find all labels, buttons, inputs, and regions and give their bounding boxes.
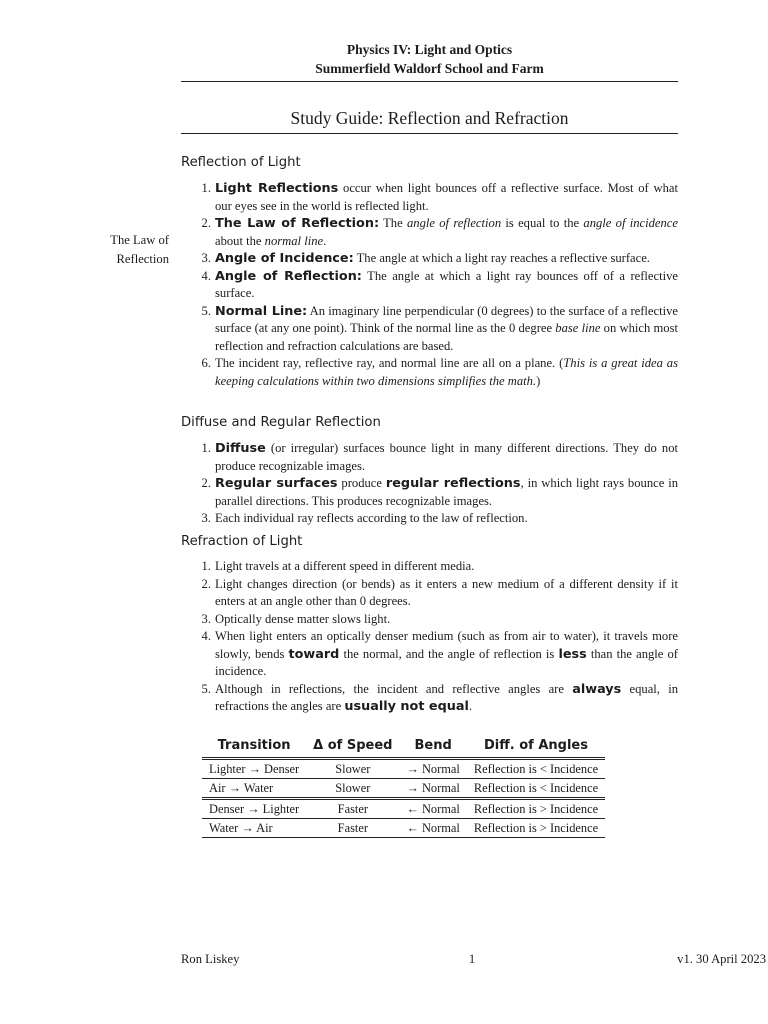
reflection-list: [181, 180, 678, 390]
school-name: Summerfield Waldorf School and Farm: [315, 61, 544, 76]
table-cell: Denser → Lighter: [202, 799, 306, 819]
column-header: Δ of Speed: [313, 738, 393, 753]
margin-note-line: The Law of: [110, 233, 169, 247]
refraction-list: [181, 558, 678, 716]
table-cell: Reflection is < Incidence: [467, 759, 605, 779]
list-item: 1. Light Reflections occur when light bounces off a reflective surface. Most of what our eyes see in the world is reflected light.: [181, 180, 678, 215]
list-item: 2. Light changes direction (or bends) as it enters a new medium of a different density if it enters at an angle other than 0 degrees.: [181, 576, 678, 611]
list-item: 3. Each individual ray reflects according to the law of reflection.: [181, 510, 678, 528]
item-number: 1.: [201, 441, 211, 455]
item-number: 4.: [201, 629, 211, 643]
column-header: Transition: [217, 738, 291, 753]
item-number: 1.: [201, 559, 211, 573]
table-row: [202, 799, 605, 819]
table-cell: Lighter → Denser: [202, 759, 306, 779]
list-item: 3. Optically dense matter slows light.: [181, 611, 678, 629]
table-cell: ← Normal: [406, 820, 460, 835]
table-cell: → Normal: [406, 780, 460, 795]
item-number: 2.: [201, 576, 211, 591]
item-number: 3.: [201, 611, 211, 626]
column-header: Diff. of Angles: [483, 738, 588, 753]
item-number: 6.: [201, 356, 211, 370]
table-cell: Slower: [335, 780, 371, 795]
list-item: 1. Diffuse (or irregular) surfaces bounce light in many different directions. They do not produce recognizable images.: [181, 440, 678, 475]
margin-note-line: Reflection: [116, 252, 169, 266]
table-cell: Water → Air: [209, 820, 273, 835]
list-item: 5. Normal Line: An imaginary line perpendicular (0 degrees) to the surface of a reflective surface (at any one point). Think of the normal line as the 0 degree base line on which most reflection and refraction calculations are based.: [181, 303, 678, 356]
item-number: 3.: [201, 511, 211, 525]
item-number: 1.: [201, 181, 211, 195]
table-cell: Slower: [306, 759, 399, 779]
list-item: 4. When light enters an optically denser medium (such as from air to water), it travels more slowly, bends toward the normal, and the angle of reflection is less than the angle of incidence.: [181, 628, 678, 681]
table-cell: Reflection is < Incidence: [473, 780, 599, 795]
table-cell: Air → Water: [209, 780, 274, 795]
item-number: 2.: [201, 476, 211, 490]
list-item: 5. Although in reflections, the incident and reflective angles are always equal, in refractions the angles are usually not equal.: [181, 681, 678, 716]
item-number: 2.: [201, 216, 211, 230]
item-number: 4.: [201, 268, 211, 283]
footer-author: Ron Liskey: [181, 952, 240, 966]
section-heading-refraction: Refraction of Light: [181, 534, 303, 549]
table-cell: Faster: [337, 820, 368, 835]
item-number: 3.: [201, 251, 211, 265]
table-cell: Reflection is > Incidence: [473, 820, 599, 835]
refraction-comparison-table: [202, 736, 605, 838]
section-heading-diffuse: Diffuse and Regular Reflection: [181, 415, 381, 430]
page-number: 1: [468, 952, 476, 966]
course-title: Physics IV: Light and Optics: [346, 42, 513, 57]
table-cell: ← Normal: [399, 799, 466, 819]
diffuse-list: [181, 440, 678, 528]
table-row: [202, 819, 605, 838]
margin-note: [80, 231, 169, 269]
section-heading-reflection: Reflection of Light: [181, 155, 301, 170]
item-number: 5.: [201, 681, 211, 696]
title-rule: [181, 133, 678, 134]
header-rule: [181, 81, 678, 82]
table-cell: Faster: [306, 799, 399, 819]
column-header: Bend: [414, 738, 452, 753]
list-item: 1. Light travels at a different speed in different media.: [181, 558, 678, 576]
table-row: [202, 759, 605, 779]
list-item: 4. Angle of Reflection: The angle at which a light ray bounces off of a reflective surface.: [181, 268, 678, 303]
table-cell: → Normal: [399, 759, 466, 779]
item-number: 5.: [201, 303, 211, 318]
page-title: Study Guide: Reflection and Refraction: [290, 108, 569, 128]
table-row: [202, 779, 605, 799]
table-header-row: [202, 736, 605, 759]
list-item: 2. The Law of Reflection: The angle of reflection is equal to the angle of incidence about the normal line.: [181, 215, 678, 250]
footer-version: v1. 30 April 2023: [677, 952, 766, 966]
list-item: 3. Angle of Incidence: The angle at which a light ray reaches a reflective surface.: [181, 250, 678, 268]
list-item: 6. The incident ray, reflective ray, and normal line are all on a plane. (This is a great idea as keeping calculations within two dimensions simplifies the math.): [181, 355, 678, 390]
table-cell: Reflection is > Incidence: [467, 799, 605, 819]
list-item: 2. Regular surfaces produce regular reflections, in which light rays bounce in parallel directions. This produces recognizable images.: [181, 475, 678, 510]
